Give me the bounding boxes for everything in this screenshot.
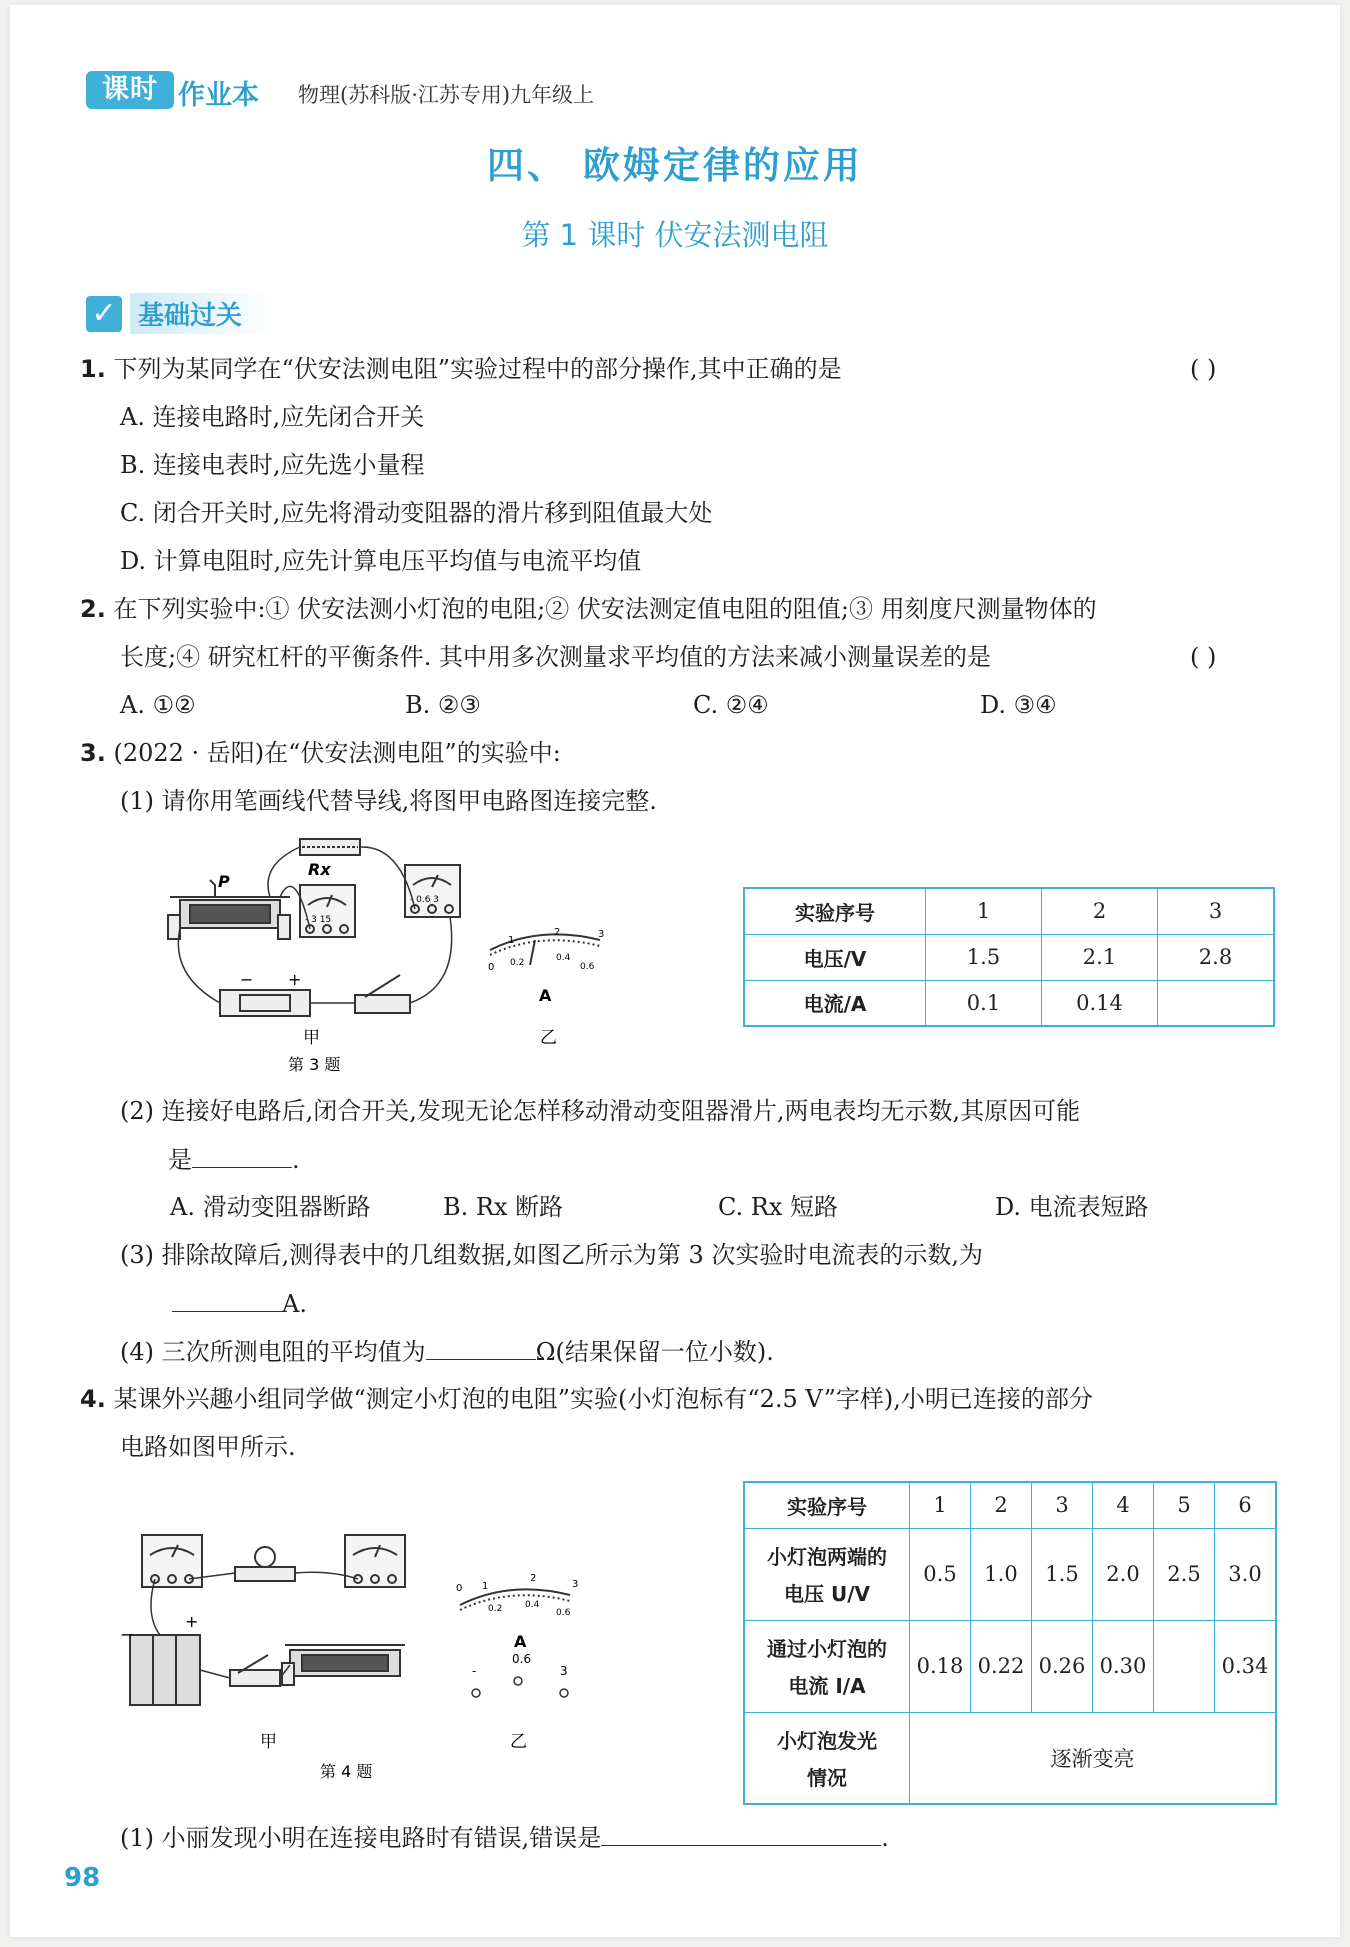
voltmeter-icon: [300, 885, 355, 937]
dial-sub-06: 0.6: [580, 962, 595, 972]
q4-text-line1: 某课外兴趣小组同学做“测定小灯泡的电阻”实验(小灯泡标有“2.5 V”字样),小明已连接的部分: [113, 1385, 1093, 1413]
q1-option-b: B. 连接电表时,应先选小量程: [120, 451, 425, 479]
battery-icon: [220, 990, 310, 1016]
q3-table-cell: 电压/V: [744, 934, 926, 980]
resistor-rx-label: Rx: [308, 860, 331, 879]
q3-table-header: 3: [1158, 888, 1275, 934]
q3-fig-yi-label: 乙: [540, 1028, 557, 1048]
q3-part3-line1: (3) 排除故障后,测得表中的几组数据,如图乙所示为第 3 次实验时电流表的示数,为: [120, 1241, 984, 1269]
q4-current-cell: [1154, 1620, 1215, 1712]
q3-table-cell: 2.8: [1158, 934, 1275, 980]
dial-tick-2: 2: [554, 927, 561, 938]
dial-tick-1: 1: [508, 935, 515, 946]
battery-minus-sign: −: [240, 970, 254, 989]
q2-number: 2.: [80, 595, 106, 623]
q3-part2-option-c: C. Rx 短路: [718, 1193, 838, 1221]
ammeter-dial-icon: [460, 1589, 570, 1610]
voltmeter-terminals: - 3 15: [305, 915, 332, 925]
book-title: 物理(苏科版·江苏专用)九年级上: [298, 83, 595, 107]
q3-part2-line1: (2) 连接好电路后,闭合开关,发现无论怎样移动滑动变阻器滑片,两电表均无示数,其原因可能: [120, 1097, 1081, 1125]
q4-voltage-cell: 1.5: [1032, 1528, 1093, 1620]
switch-icon: [230, 1655, 280, 1686]
q3-table-header: 实验序号: [744, 888, 926, 934]
q4-line1: [80, 1383, 1093, 1415]
q4-table-header: 6: [1215, 1482, 1277, 1528]
page-number: 98: [64, 1863, 101, 1893]
q4-table-header: 4: [1093, 1482, 1154, 1528]
q3-part1: (1) 请你用笔画线代替导线,将图甲电路图连接完整.: [120, 787, 657, 815]
resistor-icon: [300, 839, 360, 855]
q3-part2-option-a: A. 滑动变阻器断路: [170, 1193, 371, 1221]
q3-part4-pre: (4) 三次所测电阻的平均值为: [120, 1338, 426, 1366]
dial-terminal: 0.6: [512, 1652, 532, 1666]
q2-option-c: C. ②④: [693, 691, 769, 719]
q3-part2-option-d: D. 电流表短路: [995, 1193, 1149, 1221]
q3-part3-line2: [172, 1287, 307, 1320]
q3-part2-lead: 是: [168, 1146, 192, 1174]
q4-voltage-label-line2: 电压 U/V: [784, 1582, 870, 1606]
q3-table-header: 2: [1042, 888, 1158, 934]
dial-tick-0: 0: [456, 1583, 463, 1594]
q4-current-cell: 0.22: [971, 1620, 1032, 1712]
terminal-screws-icon: [472, 1677, 568, 1697]
q4-light-cell: 逐渐变亮: [910, 1712, 1277, 1804]
q4-voltage-cell: 3.0: [1215, 1528, 1277, 1620]
dial-a-label: A: [539, 986, 552, 1005]
q1-option-c: C. 闭合开关时,应先将滑动变阻器的滑片移到阻值最大处: [120, 499, 713, 527]
dial-sub-04: 0.4: [556, 953, 571, 963]
q4-current-cell: 0.18: [910, 1620, 971, 1712]
q3-fig-caption: 第 3 题: [288, 1055, 341, 1074]
q3-table-cell: 1.5: [926, 934, 1042, 980]
q3-part4-post: Ω(结果保留一位小数).: [535, 1338, 774, 1366]
q4-voltage-label: [744, 1528, 910, 1620]
q2-line1: [80, 593, 1097, 625]
q2-option-d: D. ③④: [980, 691, 1057, 719]
q4-fig-caption: 第 4 题: [320, 1762, 373, 1781]
q1-number: 1.: [80, 355, 106, 383]
q4-voltage-label-line1: 小灯泡两端的: [767, 1545, 887, 1569]
q4-voltage-cell: 0.5: [910, 1528, 971, 1620]
q4-table-header: 2: [971, 1482, 1032, 1528]
q4-current-cell: 0.26: [1032, 1620, 1093, 1712]
dial-a-label: A: [514, 1632, 527, 1651]
answer-blank[interactable]: [192, 1143, 292, 1168]
battery-minus-sign: −: [120, 1625, 134, 1644]
rheostat-p-label: P: [218, 872, 230, 891]
q4-light-label: [744, 1712, 910, 1804]
section-heading: [86, 293, 272, 334]
q4-text-line2: 电路如图甲所示.: [120, 1433, 296, 1461]
brand-logo-box: 课时: [86, 71, 174, 109]
switch-icon: [355, 975, 410, 1013]
ammeter-terminals: - 0.6 3: [410, 895, 440, 905]
q1-option-d: D. 计算电阻时,应先计算电压平均值与电流平均值: [120, 547, 642, 575]
q4-voltage-cell: 2.0: [1093, 1528, 1154, 1620]
brand-logo-text: 作业本: [178, 80, 259, 111]
workbook-page: [10, 5, 1340, 1937]
q4-table-header: 3: [1032, 1482, 1093, 1528]
battery-plus-sign: +: [288, 970, 302, 989]
q4-voltage-cell: 1.0: [971, 1528, 1032, 1620]
checkbox-check-icon: ✓: [86, 296, 122, 332]
q4-part1: (1) 小丽发现小明在连接电路时有错误,错误是 .: [120, 1821, 889, 1854]
q2-text-line2: 长度;④ 研究杠杆的平衡条件. 其中用多次测量求平均值的方法来减小测量误差的是: [120, 643, 991, 671]
ammeter-dial-icon: [490, 934, 600, 965]
dial-terminal: -: [472, 1664, 477, 1678]
q3-data-table: [743, 887, 1275, 1027]
q3-table-cell: [1158, 980, 1275, 1026]
q3-table-cell: 0.1: [926, 980, 1042, 1026]
dial-terminal: 3: [560, 1664, 568, 1678]
q3-stem: [80, 737, 561, 769]
q3-table-cell: 2.1: [1042, 934, 1158, 980]
dial-tick-3: 3: [598, 929, 605, 940]
q2-option-b: B. ②③: [405, 691, 481, 719]
q3-part4: [120, 1335, 774, 1368]
section-label: 基础过关: [130, 293, 272, 334]
q2-answer-paren: ( ): [1190, 643, 1217, 671]
q4-table-header: 1: [910, 1482, 971, 1528]
q3-part2-line2: 是 .: [168, 1143, 300, 1176]
dial-tick-1: 1: [482, 1581, 489, 1592]
q4-light-label-line1: 小灯泡发光: [777, 1728, 877, 1753]
q2-text-line1: 在下列实验中:① 伏安法测小灯泡的电阻;② 伏安法测定值电阻的阻值;③ 用刻度尺测量物体的: [113, 595, 1097, 623]
rheostat-icon: [282, 1645, 405, 1685]
q4-number: 4.: [80, 1385, 106, 1413]
dial-tick-0: 0: [488, 962, 495, 973]
q3-number: 3.: [80, 739, 106, 767]
q1-answer-paren: ( ): [1190, 355, 1217, 383]
q4-current-cell: 0.30: [1093, 1620, 1154, 1712]
q4-current-cell: 0.34: [1215, 1620, 1277, 1712]
q4-voltage-cell: 2.5: [1154, 1528, 1215, 1620]
q1-stem: [80, 353, 842, 385]
q4-current-label: [744, 1620, 910, 1712]
chapter-title: 四、 欧姆定律的应用: [487, 143, 863, 187]
q1-text: 下列为某同学在“伏安法测电阻”实验过程中的部分操作,其中正确的是: [113, 355, 842, 383]
q4-table-header: 5: [1154, 1482, 1215, 1528]
dial-sub-02: 0.2: [510, 958, 525, 968]
lesson-title: 第 1 课时 伏安法测电阻: [521, 218, 829, 252]
q4-circuit-figure: [120, 1515, 600, 1781]
answer-blank[interactable]: [172, 1287, 282, 1312]
dial-tick-2: 2: [530, 1573, 537, 1584]
q4-fig-jia-label: 甲: [260, 1732, 277, 1752]
q2-option-a: A. ①②: [120, 691, 196, 719]
q3-part3-unit: A.: [282, 1290, 307, 1318]
q4-part1-text: (1) 小丽发现小明在连接电路时有错误,错误是: [120, 1824, 602, 1852]
q3-text: (2022 · 岳阳)在“伏安法测电阻”的实验中:: [113, 739, 561, 767]
q4-current-label-line1: 通过小灯泡的: [767, 1637, 887, 1661]
ammeter-icon: [345, 1535, 405, 1587]
lamp-icon: [235, 1547, 295, 1581]
ammeter-icon: [405, 865, 460, 917]
q3-part2-option-b: B. Rx 断路: [443, 1193, 564, 1221]
q4-table-header: 实验序号: [744, 1482, 910, 1528]
dial-sub-06: 0.6: [556, 1608, 571, 1618]
q3-table-cell: 电流/A: [744, 980, 926, 1026]
q3-table-cell: 0.14: [1042, 980, 1158, 1026]
battery-plus-sign: +: [185, 1612, 199, 1631]
q3-circuit-figure: [160, 825, 640, 1075]
answer-blank[interactable]: [426, 1335, 536, 1360]
q4-light-label-line2: 情况: [807, 1765, 847, 1790]
answer-blank[interactable]: [601, 1821, 881, 1846]
dial-tick-3: 3: [572, 1579, 579, 1590]
q4-fig-yi-label: 乙: [510, 1732, 527, 1752]
dial-sub-02: 0.2: [488, 1604, 503, 1614]
dial-sub-04: 0.4: [525, 1600, 540, 1610]
q4-current-label-line2: 电流 I/A: [788, 1674, 866, 1698]
q1-option-a: A. 连接电路时,应先闭合开关: [120, 403, 425, 431]
q3-table-header: 1: [926, 888, 1042, 934]
q4-data-table: [743, 1481, 1277, 1805]
q3-fig-jia-label: 甲: [303, 1028, 320, 1048]
battery-pack-icon: [130, 1635, 200, 1705]
